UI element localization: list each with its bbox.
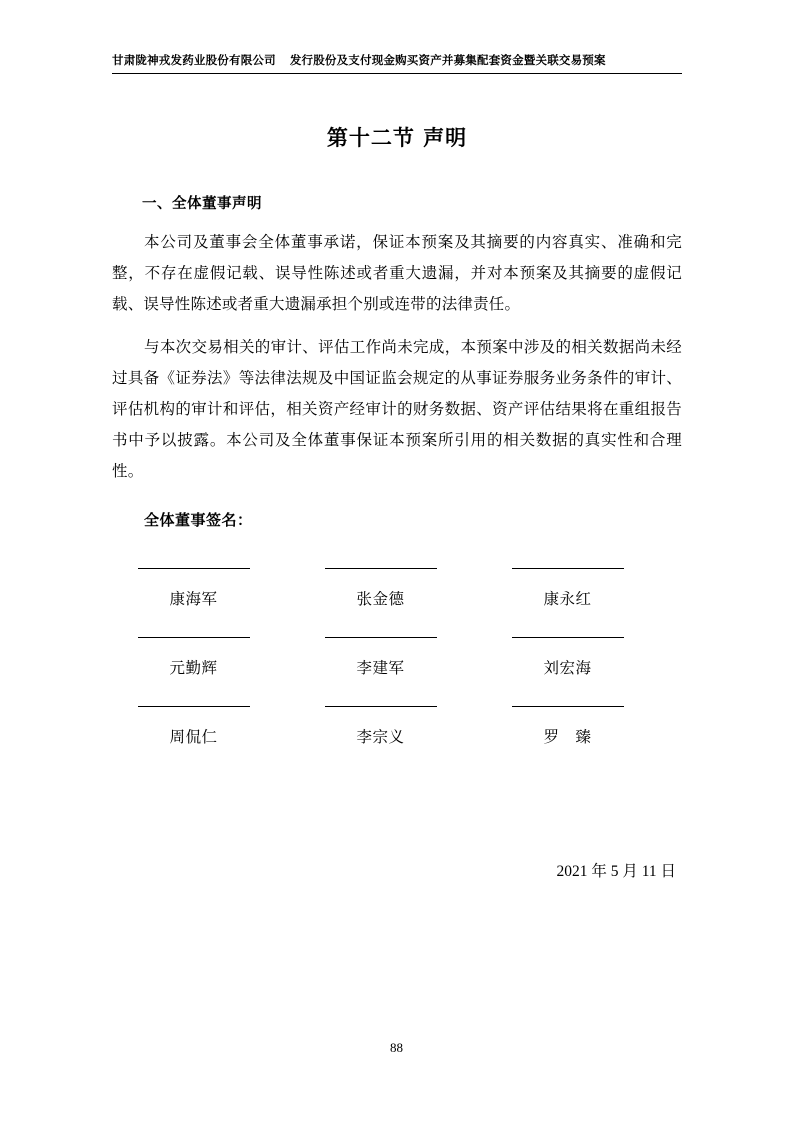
signature-cell [112,637,275,678]
signature-name: 李建军 [356,660,405,677]
signature-name: 元勤辉 [169,660,218,677]
signature-name: 康海军 [169,591,218,608]
header-company: 甘肃陇神戎发药业股份有限公司 [112,53,276,67]
paragraph-1: 本公司及董事会全体董事承诺，保证本预案及其摘要的内容真实、准确和完整，不存在虚假记载、误导性陈述或者重大遗漏，并对本预案及其摘要的虚假记载、误导性陈述或者重大遗漏承担个别或连带的法律责任。 [112,234,682,313]
signature-name: 刘宏海 [543,660,592,677]
signature-line [138,568,250,569]
signature-grid [112,568,682,747]
signature-name: 康永红 [543,591,592,608]
signature-name: 张金德 [356,591,405,608]
paragraph-2: 与本次交易相关的审计、评估工作尚未完成，本预案中涉及的相关数据尚未经过具备《证券法》等法律法规及中国证监会规定的从事证券服务业务条件的审计、评估机构的审计和评估，相关资产经审计的财务数据、资产评估结果将在重组报告书中予以披露。本公司及全体董事保证本预案所引用的相关数据的真实性和合理性。 [112,339,682,480]
signature-row [112,568,682,609]
signature-label: 全体董事签名： [144,511,253,529]
signature-date: 2021 年 5 月 11 日 [556,863,676,880]
signature-cell [299,706,462,747]
header-doc-type: 发行股份及支付现金购买资产并募集配套资金暨关联交易预案 [289,53,606,67]
signature-row [112,706,682,747]
signature-cell [112,568,275,609]
signature-name: 罗 臻 [543,729,592,746]
signature-cell [486,637,649,678]
signature-line [512,637,624,638]
signature-name: 李宗义 [356,729,405,746]
signature-line [138,706,250,707]
signature-line [325,637,437,638]
signature-line [325,706,437,707]
page-number: 88 [390,1040,403,1055]
signature-cell [299,637,462,678]
signature-cell [299,568,462,609]
page-content [112,0,682,881]
signature-cell [486,706,649,747]
signature-line [138,637,250,638]
section-heading: 一、全体董事声明 [142,196,262,212]
page-title: 第十二节 声明 [326,126,468,150]
running-header [112,52,682,74]
signature-name: 周侃仁 [169,729,218,746]
signature-line [512,706,624,707]
signature-line [325,568,437,569]
signature-line [512,568,624,569]
signature-cell [112,706,275,747]
signature-cell [486,568,649,609]
signature-row [112,637,682,678]
